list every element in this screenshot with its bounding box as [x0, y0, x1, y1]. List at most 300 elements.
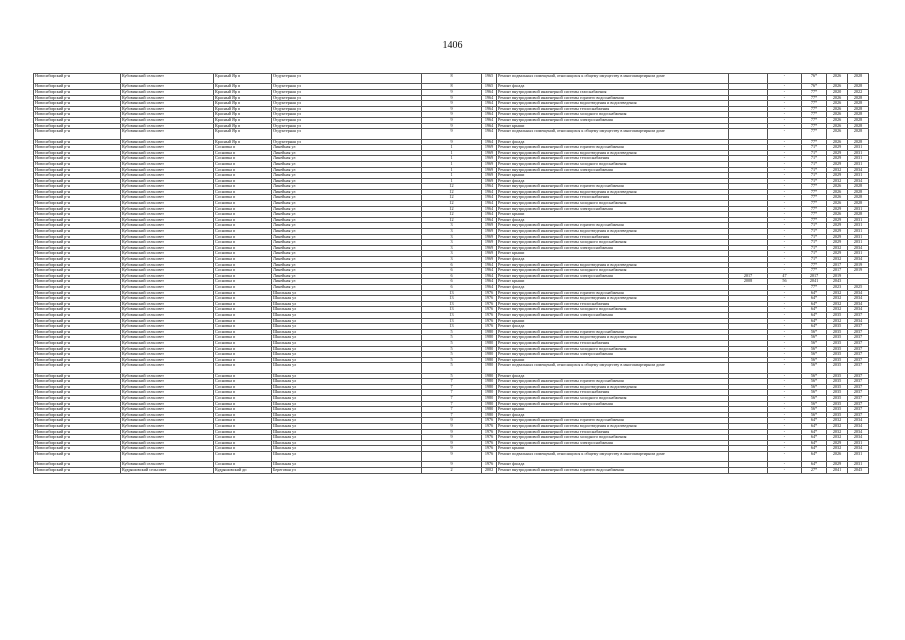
municipality-cell: Кубовинский сельсовет [121, 173, 214, 179]
municipality-cell: Кубовинский сельсовет [121, 401, 214, 407]
house-number-cell: 9 [422, 123, 482, 129]
build-year-cell: 1980 [482, 329, 497, 335]
build-year-cell: 1964 [482, 279, 497, 285]
work-type-cell: Ремонт крыши [497, 173, 729, 179]
house-number-cell: 3 [422, 257, 482, 263]
work-type-cell: Ремонт внутридомовой инженерной системы горячего водоснабжения [497, 184, 729, 190]
period-end-cell: 2034 [848, 307, 869, 313]
district-cell: Новосибирский р-н [34, 217, 121, 223]
period-end-cell: 2034 [848, 418, 869, 424]
build-year-cell: 1969 [482, 167, 497, 173]
period-start-cell: 2035 [827, 346, 848, 352]
work-type-cell: Ремонт внутридомовой инженерной системы водоотведения и водоотведения [497, 229, 729, 235]
period-start-cell: 2032 [827, 290, 848, 296]
municipality-cell: Кубовинский сельсовет [121, 284, 214, 290]
period-start-cell: 2029 [827, 206, 848, 212]
house-number-cell: 9 [422, 117, 482, 123]
house-number-cell: 5 [422, 352, 482, 358]
house-number-cell: 9 [422, 446, 482, 452]
municipality-cell: Кубовинский сельсовет [121, 117, 214, 123]
build-year-cell: 1964 [482, 212, 497, 218]
house-number-cell: 1 [422, 178, 482, 184]
build-year-cell: 1969 [482, 234, 497, 240]
settlement-cell: Сосновка п [214, 290, 272, 296]
period-start-cell: 2035 [827, 412, 848, 418]
period-start-cell: 2029 [827, 156, 848, 162]
work-type-cell: Ремонт внутридомовой инженерной системы горячего водоснабжения [497, 290, 729, 296]
period-end-cell: 2037 [848, 357, 869, 363]
period-end-cell: 2043 [848, 467, 869, 473]
house-number-cell: 5 [422, 373, 482, 379]
settlement-cell: Сосновка п [214, 412, 272, 418]
municipality-cell: Кубовинский сельсовет [121, 324, 214, 330]
municipality-cell: Кубовинский сельсовет [121, 234, 214, 240]
work-type-cell: Ремонт фасада [497, 412, 729, 418]
period-end-cell: 2034 [848, 178, 869, 184]
street-cell: Линейная ул [272, 150, 422, 156]
work-type-cell: Ремонт внутридомовой инженерной системы горячего водоснабжения [497, 223, 729, 229]
street-cell: Линейная ул [272, 195, 422, 201]
district-cell: Новосибирский р-н [34, 268, 121, 274]
settlement-cell: Красный Яр п [214, 129, 272, 139]
value-cell: - [768, 95, 802, 101]
district-cell: Новосибирский р-н [34, 340, 121, 346]
municipality-cell: Кубовинский сельсовет [121, 212, 214, 218]
district-cell: Новосибирский р-н [34, 284, 121, 290]
planned-value-cell: 77* [802, 206, 827, 212]
period-end-cell: 2028 [848, 112, 869, 118]
settlement-cell: Сосновка п [214, 284, 272, 290]
settlement-cell: Красный Яр п [214, 101, 272, 107]
period-start-cell: 2026 [827, 74, 848, 84]
settlement-cell: Сосновка п [214, 234, 272, 240]
work-type-cell: Ремонт внутридомовой инженерной системы электроснабжения [497, 206, 729, 212]
period-end-cell: 2028 [848, 123, 869, 129]
district-cell: Новосибирский р-н [34, 352, 121, 358]
municipality-cell: Кубовинский сельсовет [121, 229, 214, 235]
street-cell: Линейная ул [272, 206, 422, 212]
build-year-cell: 1980 [482, 407, 497, 413]
settlement-cell: Сосновка п [214, 451, 272, 461]
work-type-cell: Ремонт внутридомовой инженерной системы водоотведения и водоотведения [497, 296, 729, 302]
street-cell: Отдуктерная ул [272, 106, 422, 112]
planned-value-cell: 64* [802, 446, 827, 452]
house-number-cell: 12 [422, 201, 482, 207]
street-cell: Школьная ул [272, 373, 422, 379]
period-end-cell: 2028 [848, 184, 869, 190]
last-repair-year-cell [729, 363, 768, 373]
settlement-cell: Сосновка п [214, 379, 272, 385]
planned-value-cell: 56* [802, 329, 827, 335]
planned-value-cell: 77* [802, 106, 827, 112]
value-cell: - [768, 390, 802, 396]
municipality-cell: Кубовинский сельсовет [121, 95, 214, 101]
planned-value-cell: 64* [802, 418, 827, 424]
house-number-cell: 5 [422, 329, 482, 335]
district-cell: Новосибирский р-н [34, 74, 121, 84]
period-end-cell: 2028 [848, 201, 869, 207]
value-cell: - [768, 418, 802, 424]
settlement-cell: Сосновка п [214, 340, 272, 346]
build-year-cell: 1964 [482, 206, 497, 212]
house-number-cell: 7 [422, 396, 482, 402]
street-cell: Отдуктерная ул [272, 74, 422, 84]
page-number: 1406 [442, 40, 463, 51]
planned-value-cell: 77* [802, 201, 827, 207]
municipality-cell: Кубовинский сельсовет [121, 106, 214, 112]
build-year-cell: 1964 [482, 117, 497, 123]
district-cell: Новосибирский р-н [34, 206, 121, 212]
period-end-cell: 2031 [848, 161, 869, 167]
planned-value-cell: 2041 [802, 279, 827, 285]
house-number-cell: 9 [422, 429, 482, 435]
house-number-cell: 2 [422, 467, 482, 473]
period-end-cell: 2037 [848, 396, 869, 402]
planned-value-cell: 64* [802, 424, 827, 430]
street-cell: Школьная ул [272, 435, 422, 441]
municipality-cell: Кубовинский сельсовет [121, 346, 214, 352]
municipality-cell: Кудряшовский сельсовет [121, 467, 214, 473]
planned-value-cell: 77* [802, 217, 827, 223]
street-cell: Линейная ул [272, 234, 422, 240]
settlement-cell: Сосновка п [214, 329, 272, 335]
work-type-cell: Ремонт подвальных помещений, относящихся к общему имуществу в многоквартирном доме [497, 74, 729, 84]
value-cell: - [768, 129, 802, 139]
period-end-cell: 2019 [848, 262, 869, 268]
period-start-cell: 2017 [827, 268, 848, 274]
work-type-cell: Ремонт внутридомовой инженерной системы холодного водоснабжения [497, 396, 729, 402]
settlement-cell: Сосновка п [214, 462, 272, 468]
work-type-cell: Ремонт внутридомовой инженерной системы холодного водоснабжения [497, 435, 729, 441]
settlement-cell: Сосновка п [214, 229, 272, 235]
build-year-cell: 1965 [482, 74, 497, 84]
municipality-cell: Кубовинский сельсовет [121, 301, 214, 307]
planned-value-cell: 77* [802, 95, 827, 101]
municipality-cell: Кубовинский сельсовет [121, 101, 214, 107]
settlement-cell: Сосновка п [214, 262, 272, 268]
street-cell: Линейная ул [272, 229, 422, 235]
planned-value-cell: 2017 [802, 273, 827, 279]
period-start-cell: 2029 [827, 173, 848, 179]
value-cell: - [768, 212, 802, 218]
period-end-cell: 2037 [848, 312, 869, 318]
municipality-cell: Кубовинский сельсовет [121, 206, 214, 212]
house-number-cell: 3 [422, 234, 482, 240]
municipality-cell: Кубовинский сельсовет [121, 435, 214, 441]
value-cell: - [768, 401, 802, 407]
municipality-cell: Кубовинский сельсовет [121, 161, 214, 167]
planned-value-cell: 77* [802, 139, 827, 145]
period-end-cell: 2031 [848, 223, 869, 229]
settlement-cell: Сосновка п [214, 324, 272, 330]
value-cell: - [768, 245, 802, 251]
house-number-cell: 5 [422, 363, 482, 373]
build-year-cell: 1980 [482, 340, 497, 346]
last-repair-year-cell: 2017 [729, 273, 768, 279]
work-type-cell: Ремонт фасада [497, 373, 729, 379]
planned-value-cell: 64* [802, 462, 827, 468]
district-cell: Новосибирский р-н [34, 178, 121, 184]
house-number-cell: 5 [422, 357, 482, 363]
planned-value-cell: 71* [802, 173, 827, 179]
period-end-cell: 2037 [848, 324, 869, 330]
municipality-cell: Кубовинский сельсовет [121, 462, 214, 468]
municipality-cell: Кубовинский сельсовет [121, 440, 214, 446]
value-cell: - [768, 290, 802, 296]
value-cell: - [768, 223, 802, 229]
work-type-cell: Ремонт внутридомовой инженерной системы теплоснабжения [497, 106, 729, 112]
period-start-cell: 2029 [827, 229, 848, 235]
settlement-cell: Сосновка п [214, 173, 272, 179]
district-cell: Новосибирский р-н [34, 396, 121, 402]
period-end-cell: 2034 [848, 301, 869, 307]
work-type-cell: Ремонт внутридомовой инженерной системы водоотведения и водоотведения [497, 189, 729, 195]
value-cell: - [768, 440, 802, 446]
planned-value-cell: 56* [802, 373, 827, 379]
period-start-cell: 2026 [827, 84, 848, 90]
value-cell: - [768, 373, 802, 379]
municipality-cell: Кубовинский сельсовет [121, 273, 214, 279]
last-repair-year-cell [729, 451, 768, 461]
build-year-cell: 1976 [482, 312, 497, 318]
work-type-cell: Ремонт внутридомовой инженерной системы электроснабжения [497, 440, 729, 446]
municipality-cell: Кубовинский сельсовет [121, 335, 214, 341]
settlement-cell: Сосновка п [214, 145, 272, 151]
settlement-cell: Сосновка п [214, 384, 272, 390]
municipality-cell: Кубовинский сельсовет [121, 352, 214, 358]
street-cell: Школьная ул [272, 418, 422, 424]
house-number-cell: 6 [422, 284, 482, 290]
table-row [34, 279, 869, 285]
period-start-cell: 2029 [827, 161, 848, 167]
table-row [34, 363, 869, 373]
settlement-cell: Красный Яр п [214, 95, 272, 101]
value-cell: - [768, 240, 802, 246]
municipality-cell: Кубовинский сельсовет [121, 279, 214, 285]
last-repair-year-cell [729, 467, 768, 473]
build-year-cell: 1964 [482, 101, 497, 107]
settlement-cell: Сосновка п [214, 156, 272, 162]
work-type-cell: Ремонт подвальных помещений, относящихся к общему имуществу в многоквартирном доме [497, 363, 729, 373]
district-cell: Новосибирский р-н [34, 89, 121, 95]
period-start-cell: 2035 [827, 363, 848, 373]
district-cell: Новосибирский р-н [34, 161, 121, 167]
period-end-cell: 2028 [848, 74, 869, 84]
planned-value-cell: 77* [802, 184, 827, 190]
settlement-cell: Сосновка п [214, 401, 272, 407]
house-number-cell: 1 [422, 150, 482, 156]
street-cell: Школьная ул [272, 296, 422, 302]
value-cell: - [768, 257, 802, 263]
value-cell: - [768, 307, 802, 313]
planned-value-cell: 71* [802, 251, 827, 257]
district-cell: Новосибирский р-н [34, 262, 121, 268]
value-cell: - [768, 156, 802, 162]
period-start-cell: 2029 [827, 240, 848, 246]
build-year-cell: 1976 [482, 307, 497, 313]
planned-value-cell: 27* [802, 467, 827, 473]
table-row [34, 74, 869, 84]
work-type-cell: Ремонт внутридомовой инженерной системы электроснабжения [497, 273, 729, 279]
district-cell: Новосибирский р-н [34, 101, 121, 107]
planned-value-cell: 77* [802, 123, 827, 129]
planned-value-cell: 77* [802, 129, 827, 139]
settlement-cell: Сосновка п [214, 418, 272, 424]
settlement-cell: Красный Яр п [214, 139, 272, 145]
work-type-cell: Ремонт подвальных помещений, относящихся к общему имуществу в многоквартирном доме [497, 129, 729, 139]
period-start-cell: 2029 [827, 251, 848, 257]
period-end-cell: 2031 [848, 145, 869, 151]
district-cell: Новосибирский р-н [34, 245, 121, 251]
build-year-cell: 1980 [482, 373, 497, 379]
period-end-cell: 2034 [848, 435, 869, 441]
period-start-cell: 2032 [827, 429, 848, 435]
house-number-cell: 5 [422, 340, 482, 346]
district-cell: Новосибирский р-н [34, 384, 121, 390]
period-end-cell: 2028 [848, 189, 869, 195]
street-cell: Школьная ул [272, 424, 422, 430]
work-type-cell: Ремонт фасада [497, 324, 729, 330]
value-cell: - [768, 145, 802, 151]
work-type-cell: Ремонт внутридомовой инженерной системы водоотведения и водоотведения [497, 150, 729, 156]
work-type-cell: Ремонт внутридомовой инженерной системы горячего водоснабжения [497, 467, 729, 473]
house-number-cell: 1 [422, 173, 482, 179]
district-cell: Новосибирский р-н [34, 123, 121, 129]
planned-value-cell: 71* [802, 257, 827, 263]
period-start-cell: 2026 [827, 129, 848, 139]
municipality-cell: Кубовинский сельсовет [121, 412, 214, 418]
street-cell: Линейная ул [272, 189, 422, 195]
planned-value-cell: 71* [802, 240, 827, 246]
house-number-cell: 12 [422, 195, 482, 201]
value-cell: - [768, 262, 802, 268]
work-type-cell: Ремонт внутридомовой инженерной системы холодного водоснабжения [497, 161, 729, 167]
planned-value-cell: 77* [802, 195, 827, 201]
value-cell: - [768, 379, 802, 385]
work-type-cell: Ремонт крыши [497, 251, 729, 257]
municipality-cell: Кубовинский сельсовет [121, 312, 214, 318]
period-end-cell: 2031 [848, 451, 869, 461]
house-number-cell: 6 [422, 262, 482, 268]
work-type-cell: Ремонт внутридомовой инженерной системы теплоснабжения [497, 195, 729, 201]
build-year-cell: 1969 [482, 245, 497, 251]
street-cell: Линейная ул [272, 279, 422, 285]
period-end-cell: 2034 [848, 290, 869, 296]
street-cell: Школьная ул [272, 379, 422, 385]
municipality-cell: Кубовинский сельсовет [121, 167, 214, 173]
work-type-cell: Ремонт внутридомовой инженерной системы холодного водоснабжения [497, 240, 729, 246]
district-cell: Новосибирский р-н [34, 467, 121, 473]
house-number-cell: 9 [422, 112, 482, 118]
house-number-cell: 1 [422, 156, 482, 162]
period-start-cell: 2035 [827, 401, 848, 407]
settlement-cell: Сосновка п [214, 429, 272, 435]
municipality-cell: Кубовинский сельсовет [121, 407, 214, 413]
period-start-cell: 2035 [827, 340, 848, 346]
district-cell: Новосибирский р-н [34, 112, 121, 118]
period-end-cell: 2037 [848, 329, 869, 335]
period-start-cell: 2032 [827, 307, 848, 313]
build-year-cell: 1969 [482, 240, 497, 246]
planned-value-cell: 56* [802, 401, 827, 407]
work-type-cell: Ремонт внутридомовой инженерной системы горячего водоснабжения [497, 418, 729, 424]
settlement-cell: Красный Яр п [214, 74, 272, 84]
value-cell: - [768, 451, 802, 461]
period-end-cell: 2037 [848, 379, 869, 385]
settlement-cell: Сосновка п [214, 257, 272, 263]
work-type-cell: Ремонт внутридомовой инженерной системы электроснабжения [497, 167, 729, 173]
district-cell: Новосибирский р-н [34, 129, 121, 139]
work-type-cell: Ремонт внутридомовой инженерной системы горячего водоснабжения [497, 95, 729, 101]
planned-value-cell: 64* [802, 296, 827, 302]
build-year-cell: 1964 [482, 129, 497, 139]
street-cell: Школьная ул [272, 324, 422, 330]
work-type-cell: Ремонт внутридомовой инженерной системы водоотведения и водоотведения [497, 335, 729, 341]
street-cell: Линейная ул [272, 245, 422, 251]
work-type-cell: Ремонт внутридомовой инженерной системы холодного водоснабжения [497, 307, 729, 313]
value-cell: - [768, 106, 802, 112]
planned-value-cell: 77* [802, 89, 827, 95]
street-cell: Линейная ул [272, 251, 422, 257]
build-year-cell: 1980 [482, 412, 497, 418]
district-cell: Новосибирский р-н [34, 273, 121, 279]
planned-value-cell: 71* [802, 245, 827, 251]
period-start-cell: 2032 [827, 435, 848, 441]
street-cell: Школьная ул [272, 412, 422, 418]
period-start-cell: 2026 [827, 112, 848, 118]
municipality-cell: Кубовинский сельсовет [121, 451, 214, 461]
build-year-cell: 1964 [482, 262, 497, 268]
period-start-cell: 2041 [827, 467, 848, 473]
street-cell: Линейная ул [272, 178, 422, 184]
build-year-cell: 1969 [482, 229, 497, 235]
last-repair-year-cell: 2008 [729, 279, 768, 285]
value-cell: - [768, 251, 802, 257]
district-cell: Новосибирский р-н [34, 95, 121, 101]
value-cell: - [768, 352, 802, 358]
settlement-cell: Сосновка п [214, 296, 272, 302]
build-year-cell: 1976 [482, 446, 497, 452]
build-year-cell: 1964 [482, 139, 497, 145]
house-number-cell: 6 [422, 273, 482, 279]
district-cell: Новосибирский р-н [34, 173, 121, 179]
municipality-cell: Кубовинский сельсовет [121, 329, 214, 335]
build-year-cell: 1969 [482, 251, 497, 257]
period-start-cell: 2043 [827, 279, 848, 285]
settlement-cell: Сосновка п [214, 390, 272, 396]
value-cell: - [768, 467, 802, 473]
street-cell: Линейная ул [272, 212, 422, 218]
settlement-cell: Сосновка п [214, 407, 272, 413]
period-start-cell: 2020 [827, 89, 848, 95]
value-cell: - [768, 301, 802, 307]
work-type-cell: Ремонт крыши [497, 212, 729, 218]
house-number-cell: 12 [422, 212, 482, 218]
value-cell: - [768, 74, 802, 84]
period-end-cell: 2031 [848, 150, 869, 156]
work-type-cell: Ремонт внутридомовой инженерной системы электроснабжения [497, 117, 729, 123]
district-cell: Новосибирский р-н [34, 363, 121, 373]
period-end-cell: 2034 [848, 296, 869, 302]
planned-value-cell: 71* [802, 223, 827, 229]
house-number-cell: 13 [422, 290, 482, 296]
settlement-cell: Сосновка п [214, 312, 272, 318]
value-cell: - [768, 407, 802, 413]
street-cell: Отдуктерная ул [272, 123, 422, 129]
work-type-cell: Ремонт фасада [497, 84, 729, 90]
planned-value-cell: 76* [802, 74, 827, 84]
period-end-cell: 2031 [848, 217, 869, 223]
